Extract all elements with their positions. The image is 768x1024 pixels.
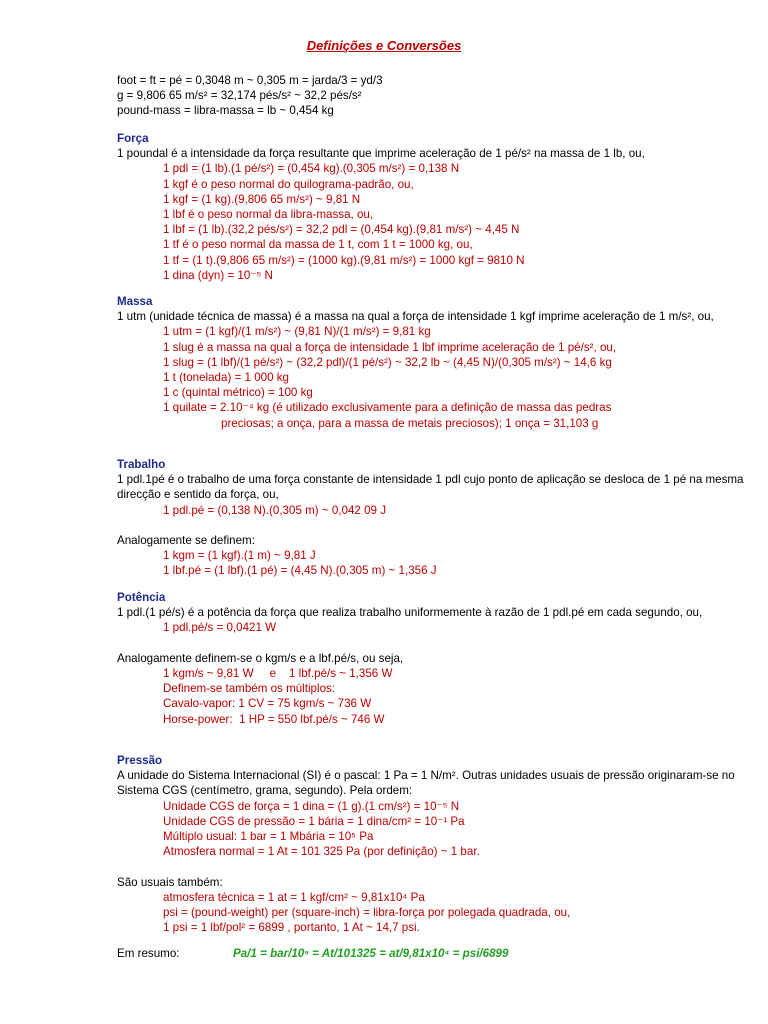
section-heading: Pressão [117,754,163,767]
summary-formula: Pa/1 = bar/10⁵ = At/101325 = at/9,81x10⁴ = psi/6899 [233,947,509,960]
formula-line: 1 pdl.pé/s = 0,0421 W [163,621,277,635]
formula-line: Cavalo-vapor: 1 CV = 75 kgm/s ~ 736 W [163,697,372,711]
formula-line: 1 slug = (1 lbf)/(1 pé/s²) ~ (32,2 pdl)/(1 pé/s²) ~ 32,2 lb ~ (4,45 N)/(0,305 m/s²) ~ 14,6 kg [163,355,612,369]
section-massa [117,294,747,431]
formula-line: 1 kgf é o peso normal do quilograma-padrão, ou, [163,177,414,191]
formula-line: 1 tf = (1 t).(9,806 65 m/s²) = (1000 kg).(9,81 m/s²) = 1000 kgf = 9810 N [163,253,525,267]
section-lead: 1 pdl.1pé é o trabalho de uma força constante de intensidade 1 pdl cujo ponto de aplicação se desloca de 1 pé na mesma direcção e sentido da força, ou, [117,473,744,502]
analog-text: Analogamente se definem: [117,534,255,547]
formula-line: psi = (pound-weight) per (square-inch) = libra-força por polegada quadrada, ou, [163,906,571,920]
formula-line: 1 kgm = (1 kgf).(1 m) ~ 9,81 J [163,549,316,563]
formula-line: 1 slug é a massa na qual a força de intensidade 1 lbf imprime aceleração de 1 pé/s², ou, [163,340,617,354]
formula-line: Definem-se também os múltiplos: [163,682,336,696]
intro-block [117,73,747,119]
formula-line: 1 dina (dyn) = 10⁻⁵ N [163,268,273,282]
formula-line: 1 lbf.pé = (1 lbf).(1 pé) = (4,45 N).(0,305 m) ~ 1,356 J [163,564,437,578]
formula-line: preciosas; a onça, para a massa de metais preciosos); 1 onça = 31,103 g [221,416,599,430]
formula-line: Unidade CGS de pressão = 1 bária = 1 dina/cm² = 10⁻¹ Pa [163,814,465,828]
formula-line: Atmosfera normal = 1 At = 101 325 Pa (por definição) ~ 1 bar. [163,845,480,859]
section-trabalho [117,457,747,579]
formula-line: 1 kgm/s ~ 9,81 W e 1 lbf.pé/s ~ 1,356 W [163,667,393,680]
page-title: Definições e Conversões [306,38,462,53]
formula-line: 1 pdl.pé = (0,138 N).(0,305 m) ~ 0,042 09 J [163,503,386,517]
formula-line: 1 utm = (1 kgf)/(1 m/s²) ~ (9,81 N)/(1 m/s²) = 9,81 kg [163,325,431,339]
section-heading: Força [117,132,149,145]
section-heading: Potência [117,591,166,604]
formula-line: 1 quilate = 2.10⁻⁴ kg (é utilizado exclusivamente para a definição de massa das pedras [163,401,612,415]
formula-line: 1 lbf é o peso normal da libra-massa, ou, [163,208,374,222]
section-potencia [117,590,747,727]
also-text: São usuais também: [117,875,223,889]
intro-line: foot = ft = pé = 0,3048 m ~ 0,305 m = jarda/3 = yd/3 [117,74,383,87]
intro-line: g = 9,806 65 m/s² = 32,174 pés/s² ~ 32,2 pés/s² [117,89,362,103]
section-pressao [117,753,747,935]
section-lead: 1 utm (unidade técnica de massa) é a massa na qual a força de intensidade 1 kgf imprime aceleração de 1 m/s², ou, [117,310,714,324]
section-lead: 1 pdl.(1 pé/s) é a potência da força que realiza trabalho uniformemente à razão de 1 pdl.pé em cada segundo, ou, [117,606,703,620]
analog-text: Analogamente definem-se o kgm/s e a lbf.pé/s, ou seja, [117,651,404,665]
summary-label: Em resumo: [117,947,180,960]
section-forca [117,131,747,283]
formula-line: 1 pdl = (1 lb).(1 pé/s²) = (0,454 kg).(0,305 m/s²) = 0,138 N [163,162,460,176]
section-lead: A unidade do Sistema Internacional (SI) é o pascal: 1 Pa = 1 N/m². Outras unidades usuais de pressão originaram-se no Sistema CGS (centímetro, grama, segundo). Pela ordem: [117,769,735,798]
formula-line: 1 c (quintal métrico) = 100 kg [163,386,313,400]
intro-line: pound-mass = libra-massa = lb ~ 0,454 kg [117,104,334,118]
section-heading: Trabalho [117,458,166,471]
section-lead: 1 poundal é a intensidade da força resultante que imprime aceleração de 1 pé/s² na massa de 1 lb, ou, [117,147,645,161]
formula-line: 1 tf é o peso normal da massa de 1 t, com 1 t = 1000 kg, ou, [163,238,473,252]
formula-line: Múltiplo usual: 1 bar = 1 Mbária = 10⁵ Pa [163,830,374,844]
formula-line: 1 lbf = (1 lb).(32,2 pés/s²) = 32,2 pdl = (0,454 kg).(9,81 m/s²) ~ 4,45 N [163,223,520,237]
section-heading: Massa [117,295,153,308]
formula-line: 1 psi = 1 lbf/pol² = 6899 , portanto, 1 At ~ 14,7 psi. [163,921,420,935]
formula-line: 1 t (tonelada) = 1 000 kg [163,371,290,385]
formula-line: 1 kgf = (1 kg).(9,806 65 m/s²) ~ 9,81 N [163,192,361,206]
formula-line: Horse-power: 1 HP = 550 lbf.pé/s ~ 746 W [163,712,385,726]
formula-line: atmosfera técnica = 1 at = 1 kgf/cm² ~ 9,81x10⁴ Pa [163,890,425,904]
formula-line: Unidade CGS de força = 1 dina = (1 g).(1 cm/s²) = 10⁻⁵ N [163,799,460,813]
